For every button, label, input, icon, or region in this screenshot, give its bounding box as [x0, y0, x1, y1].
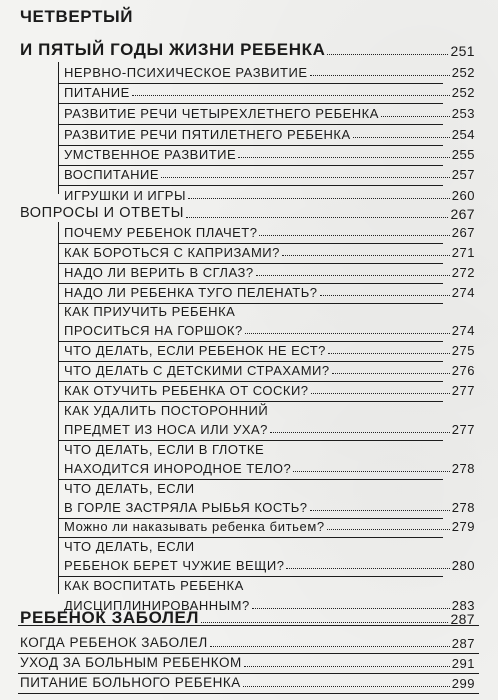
section1-title-line2: И ПЯТЫЙ ГОДЫ ЖИЗНИ РЕБЕНКА [20, 40, 326, 59]
toc-entry [64, 148, 475, 161]
toc-entry-line1 [64, 404, 475, 417]
leader-dots [327, 54, 448, 55]
entry-text: НАДО ЛИ РЕБЕНКА ТУГО ПЕЛЕНАТЬ? [64, 285, 318, 300]
bracket-line [58, 62, 59, 194]
row-rule [58, 83, 443, 84]
row-rule [58, 124, 443, 125]
row-rule [58, 576, 443, 577]
page-number: 280 [451, 558, 475, 573]
leader-dots [310, 75, 450, 76]
entry-text: КОГДА РЕБЕНОК ЗАБОЛЕЛ [20, 635, 208, 650]
page-number: 275 [451, 343, 475, 358]
toc-entry [20, 676, 475, 690]
toc-entry-section3 [20, 609, 475, 626]
row-rule [58, 537, 443, 538]
entry-text: ПИТАНИЕ [64, 85, 130, 100]
leader-dots [244, 666, 450, 667]
toc-entry [64, 423, 475, 436]
page-number: 257 [451, 167, 475, 182]
toc-entry-line1 [64, 443, 475, 456]
toc-entry [64, 344, 475, 357]
leader-dots [259, 235, 449, 236]
entry-text: ПРЕДМЕТ ИЗ НОСА ИЛИ УХА? [64, 422, 268, 437]
leader-dots [381, 116, 450, 117]
leader-dots [186, 217, 448, 218]
toc-entry [64, 226, 475, 239]
leader-dots [188, 198, 450, 199]
row-rule [18, 653, 479, 654]
page-number: 287 [451, 635, 475, 651]
page-number: 272 [451, 265, 475, 280]
toc-entry [64, 189, 475, 202]
entry-text: КАК БОРОТЬСЯ С КАПРИЗАМИ? [64, 245, 280, 260]
page-number: 274 [451, 285, 475, 300]
toc-entry [64, 501, 475, 514]
entry-text: ПРОСИТЬСЯ НА ГОРШОК? [64, 323, 243, 338]
entry-text: НАХОДИТСЯ ИНОРОДНОЕ ТЕЛО? [64, 461, 292, 476]
row-rule [58, 283, 443, 284]
leader-dots [310, 510, 450, 511]
toc-entry [20, 656, 475, 670]
leader-dots [243, 686, 450, 687]
page-number: 276 [451, 363, 475, 378]
row-rule [58, 263, 443, 264]
entry-text: НЕРВНО-ПСИХИЧЕСКОЕ РАЗВИТИЕ [64, 65, 308, 80]
entry-text: КАК ОТУЧИТЬ РЕБЕНКА ОТ СОСКИ? [64, 383, 309, 398]
page-number: 260 [451, 188, 475, 203]
row-rule [58, 103, 443, 104]
toc-entry [64, 324, 475, 337]
page-number: 253 [451, 106, 475, 121]
section2-title: ВОПРОСЫ И ОТВЕТЫ [20, 205, 185, 221]
toc-entry [64, 128, 475, 141]
page-number: 252 [451, 85, 475, 100]
section1-title-line1: ЧЕТВЕРТЫЙ [20, 7, 134, 26]
row-rule [58, 401, 443, 402]
page-number: 287 [450, 611, 475, 627]
entry-text: ЧТО ДЕЛАТЬ, ЕСЛИ [64, 539, 195, 554]
page-number: 283 [451, 598, 475, 613]
page-number: 267 [450, 205, 475, 222]
toc-entry [20, 636, 475, 650]
section-title-line1 [20, 8, 475, 25]
entry-text: ПИТАНИЕ БОЛЬНОГО РЕБЕНКА [20, 675, 241, 690]
toc-entry-section2 [20, 206, 475, 221]
bracket-line [58, 222, 59, 594]
page-number: 254 [451, 127, 475, 142]
page-number: 251 [450, 43, 475, 59]
leader-dots [210, 646, 450, 647]
entry-text: ЧТО ДЕЛАТЬ, ЕСЛИ В ГЛОТКЕ [64, 442, 265, 457]
entry-text: КАК УДАЛИТЬ ПОСТОРОННИЙ [64, 403, 269, 418]
leader-dots [293, 471, 450, 472]
leader-dots [245, 333, 450, 334]
entry-text: ЧТО ДЕЛАТЬ С ДЕТСКИМИ СТРАХАМИ? [64, 363, 330, 378]
entry-text: ЧТО ДЕЛАТЬ, ЕСЛИ [64, 481, 195, 496]
entry-text: КАК ПРИУЧИТЬ РЕБЕНКА [64, 304, 236, 319]
row-rule [18, 693, 479, 694]
leader-dots [327, 529, 450, 530]
section3-title: РЕБЕНОК ЗАБОЛЕЛ [20, 608, 199, 627]
row-rule [58, 381, 443, 382]
entry-text: НАДО ЛИ ВЕРИТЬ В СГЛАЗ? [64, 265, 254, 280]
toc-entry [64, 462, 475, 475]
leader-dots [286, 568, 449, 569]
entry-text: УМСТВЕННОЕ РАЗВИТИЕ [64, 147, 237, 162]
entry-text: КАК ВОСПИТАТЬ РЕБЕНКА [64, 578, 244, 593]
leader-dots [311, 393, 450, 394]
toc-entry [64, 86, 475, 99]
row-rule [58, 185, 443, 186]
leader-dots [270, 432, 450, 433]
toc-entry-line1 [64, 305, 475, 318]
toc-entry [64, 168, 475, 181]
entry-text: В ГОРЛЕ ЗАСТРЯЛА РЫБЬЯ КОСТЬ? [64, 500, 308, 515]
leader-dots [132, 95, 450, 96]
page-number: 278 [451, 500, 475, 515]
row-rule [58, 341, 443, 342]
page-number: 278 [451, 461, 475, 476]
toc-entry [64, 364, 475, 377]
leader-dots [161, 177, 450, 178]
page-number: 267 [451, 225, 475, 240]
entry-text: ИГРУШКИ И ИГРЫ [64, 188, 186, 203]
entry-text: РЕБЕНОК БЕРЕТ ЧУЖИЕ ВЕЩИ? [64, 558, 285, 573]
leader-dots [238, 157, 450, 158]
entry-text: РАЗВИТИЕ РЕЧИ ПЯТИЛЕТНЕГО РЕБЕНКА [64, 127, 351, 142]
entry-text: ДИСЦИПЛИНИРОВАННЫМ? [64, 598, 250, 613]
row-rule [18, 673, 479, 674]
page-number: 299 [451, 675, 475, 691]
row-rule [58, 440, 443, 441]
toc-entry [64, 520, 475, 533]
toc-entry [64, 66, 475, 79]
leader-dots [282, 255, 450, 256]
page-number: 252 [451, 65, 475, 80]
leader-dots [201, 622, 448, 623]
toc-entry [64, 266, 475, 279]
entry-text: ПОЧЕМУ РЕБЕНОК ПЛАЧЕТ? [64, 225, 258, 240]
entry-text: ЧТО ДЕЛАТЬ, ЕСЛИ РЕБЕНОК НЕ ЕСТ? [64, 343, 326, 358]
page-number: 255 [451, 147, 475, 162]
toc-entry [64, 107, 475, 120]
leader-dots [353, 137, 450, 138]
toc-entry-line1 [64, 540, 475, 553]
row-rule [58, 145, 443, 146]
toc-entry [64, 246, 475, 259]
entry-text: РАЗВИТИЕ РЕЧИ ЧЕТЫРЕХЛЕТНЕГО РЕБЕНКА [64, 106, 379, 121]
page-number: 277 [451, 383, 475, 398]
entry-text: ВОСПИТАНИЕ [64, 167, 160, 182]
row-rule [58, 165, 443, 166]
entry-text: Можно ли наказывать ребенка битьем? [64, 519, 325, 534]
toc-entry-line1 [64, 579, 475, 592]
page-number: 271 [451, 245, 475, 260]
entry-text: УХОД ЗА БОЛЬНЫМ РЕБЕНКОМ [20, 655, 242, 670]
leader-dots [256, 275, 450, 276]
toc-entry [64, 559, 475, 572]
toc-entry [64, 384, 475, 397]
row-rule [58, 243, 443, 244]
row-rule [58, 361, 443, 362]
toc-entry-section1 [20, 41, 475, 58]
page-number: 274 [451, 323, 475, 338]
toc-entry [64, 286, 475, 299]
leader-dots [328, 353, 450, 354]
page-number: 291 [451, 655, 475, 671]
page-number: 277 [451, 422, 475, 437]
page-number: 279 [451, 519, 475, 534]
leader-dots [320, 295, 450, 296]
toc-entry-line1 [64, 482, 475, 495]
leader-dots [332, 373, 450, 374]
row-rule [58, 479, 443, 480]
